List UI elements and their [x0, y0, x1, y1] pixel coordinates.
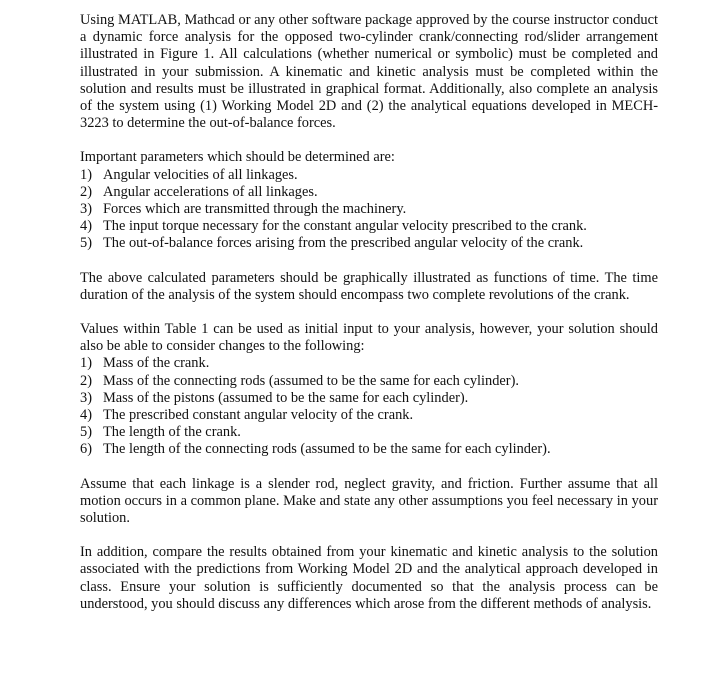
- assignment-document: [80, 12, 658, 630]
- list-text: Mass of the pistons (assumed to be the same for each cylinder).: [103, 389, 469, 406]
- parameters-list: [80, 167, 658, 253]
- list-item: [80, 167, 658, 184]
- list-item: [80, 235, 658, 252]
- list-text: The prescribed constant angular velocity of the crank.: [103, 407, 414, 424]
- list-item: [80, 390, 658, 407]
- list-number: 4): [80, 407, 92, 424]
- values-intro: Values within Table 1 can be used as initial input to your analysis, however, your solution should also be able to consider changes to the following:: [80, 321, 658, 355]
- assumptions-paragraph: Assume that each linkage is a slender rod, neglect gravity, and friction. Further assume that all motion occurs in a common plane. Make and state any other assumptions you feel necessary in your solution.: [80, 475, 658, 527]
- list-text: Mass of the connecting rods (assumed to be the same for each cylinder).: [103, 372, 519, 389]
- list-text: The length of the connecting rods (assumed to be the same for each cylinder).: [103, 441, 551, 458]
- list-text: Mass of the crank.: [103, 355, 210, 372]
- list-number: 1): [80, 166, 92, 183]
- list-item: [80, 218, 658, 235]
- list-number: 5): [80, 235, 92, 252]
- graph-paragraph: The above calculated parameters should be graphically illustrated as functions of time. The time duration of the analysis of the system should encompass two complete revolutions of the crank.: [80, 269, 658, 303]
- list-number: 3): [80, 201, 92, 218]
- comparison-paragraph: In addition, compare the results obtained from your kinematic and kinetic analysis to the solution associated with the predictions from Working Model 2D and the analytical approach developed in class. Ensure your solution is sufficiently documented so that the analysis process can be understood, you should discuss any differences which arose from the different methods of analysis.: [80, 544, 658, 612]
- list-number: 6): [80, 441, 92, 458]
- list-item: [80, 184, 658, 201]
- list-number: 4): [80, 218, 92, 235]
- list-item: [80, 373, 658, 390]
- list-number: 2): [80, 372, 92, 389]
- list-number: 3): [80, 389, 92, 406]
- list-text: The input torque necessary for the constant angular velocity prescribed to the crank.: [103, 218, 587, 235]
- list-item: [80, 441, 658, 458]
- changes-list: [80, 355, 658, 458]
- list-number: 1): [80, 355, 92, 372]
- list-item: [80, 355, 658, 372]
- list-number: 5): [80, 424, 92, 441]
- list-item: [80, 407, 658, 424]
- list-text: Forces which are transmitted through the machinery.: [103, 201, 407, 218]
- intro-paragraph: Using MATLAB, Mathcad or any other software package approved by the course instructor conduct a dynamic force analysis for the opposed two-cylinder crank/connecting rod/slider arrangement illustrated in Figure 1. All calculations (whether numerical or symbolic) must be completed and illustrated in your submission. A kinematic and kinetic analysis must be completed within the solution and results must be illustrated in graphical format. Additionally, also complete an analysis of the system using (1) Working Model 2D and (2) the analytical equations developed in MECH-3223 to determine the out-of-balance forces.: [80, 12, 658, 132]
- list-text: The out-of-balance forces arising from the prescribed angular velocity of the crank.: [103, 235, 584, 252]
- list-item: [80, 424, 658, 441]
- list-item: [80, 201, 658, 218]
- list-text: Angular accelerations of all linkages.: [103, 183, 318, 200]
- list-text: The length of the crank.: [103, 424, 241, 441]
- list-text: Angular velocities of all linkages.: [103, 166, 298, 183]
- list-number: 2): [80, 183, 92, 200]
- parameters-intro: Important parameters which should be determined are:: [80, 149, 395, 166]
